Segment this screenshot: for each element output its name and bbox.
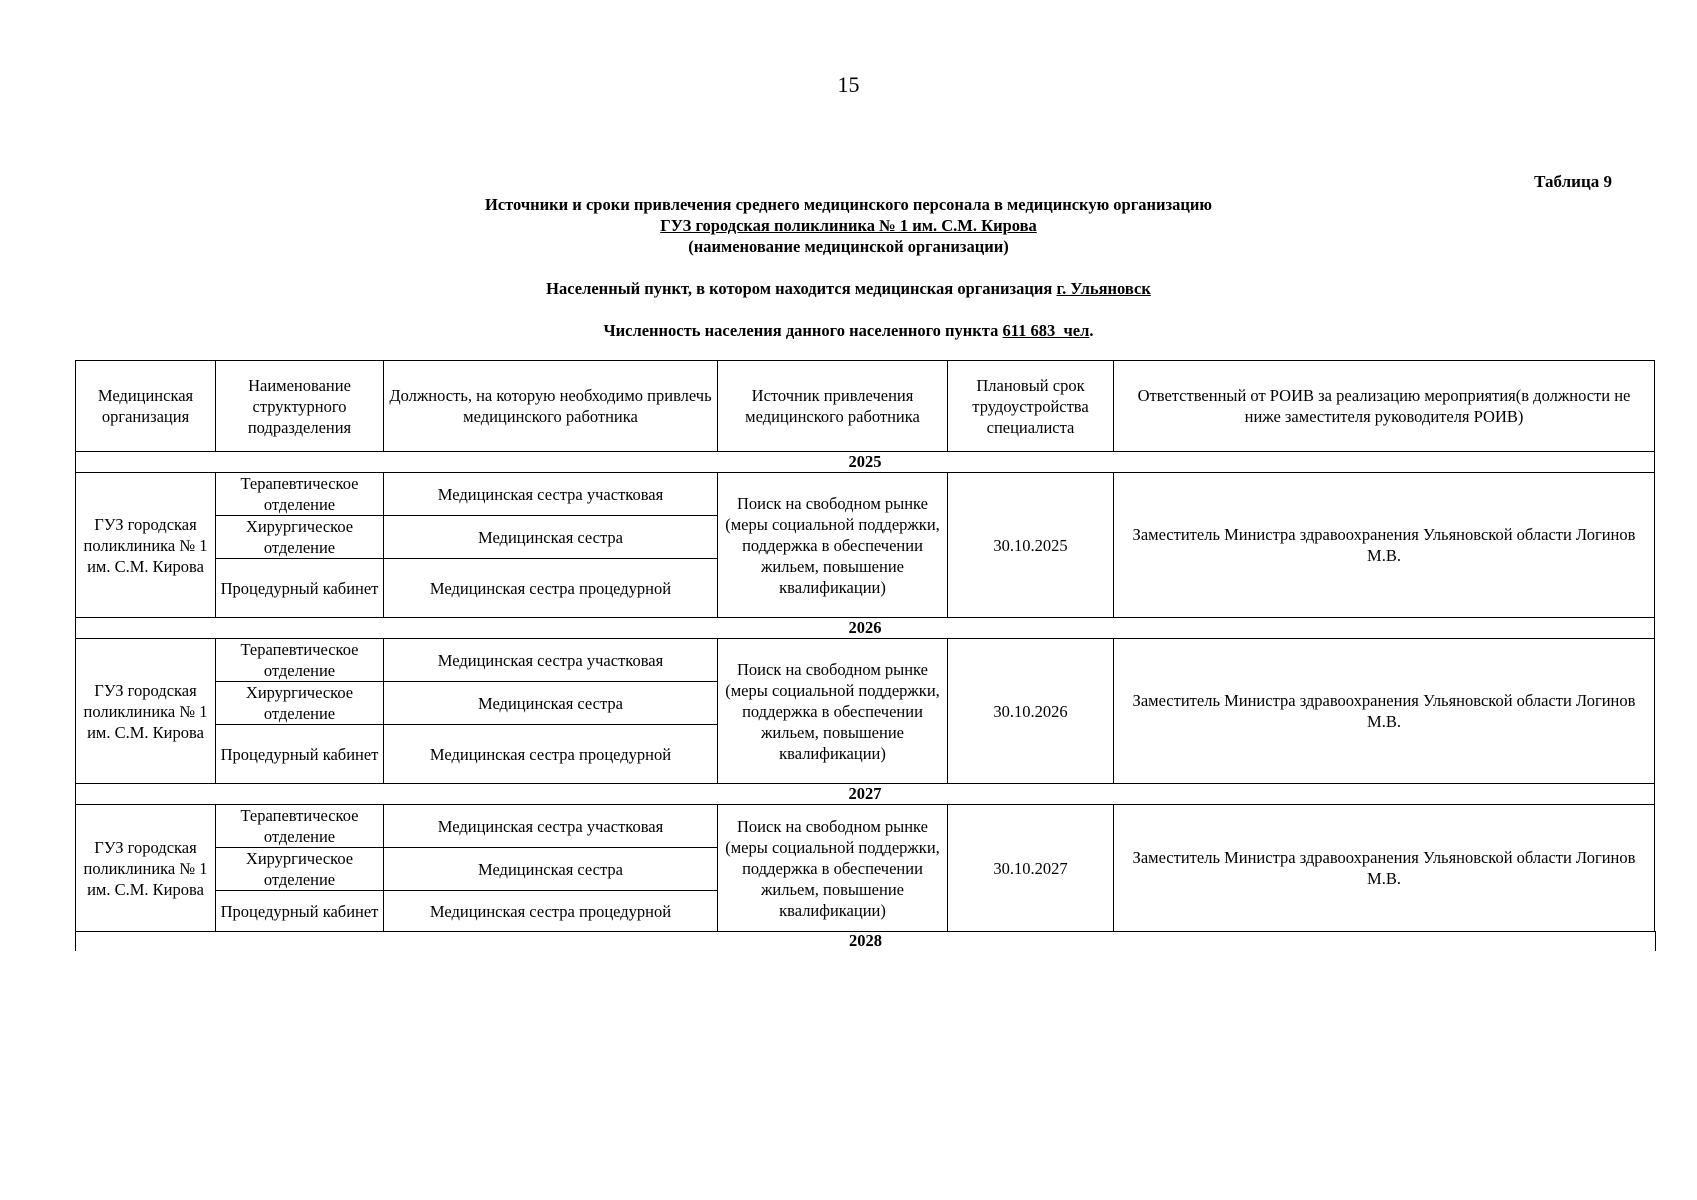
position-cell: Медицинская сестра процедурной xyxy=(384,559,718,618)
department-cell: Терапевтическое отделение xyxy=(216,639,384,682)
department-cell: Процедурный кабинет xyxy=(216,725,384,784)
org-cell: ГУЗ городская поликлиника № 1 им. С.М. Кирова xyxy=(76,805,216,932)
col-header-responsible: Ответственный от РОИВ за реализацию мероприятия(в должности не ниже заместителя руководителя РОИВ) xyxy=(1114,361,1655,452)
col-header-position: Должность, на которую необходимо привлечь медицинского работника xyxy=(384,361,718,452)
responsible-cell: Заместитель Министра здравоохранения Ульяновской области Логинов М.В. xyxy=(1114,639,1655,784)
department-cell: Процедурный кабинет xyxy=(216,559,384,618)
position-cell: Медицинская сестра участковая xyxy=(384,473,718,516)
source-cell: Поиск на свободном рынке (меры социальной поддержки, поддержка в обеспечении жильем, повышение квалификации) xyxy=(718,805,948,932)
department-cell: Хирургическое отделение xyxy=(216,516,384,559)
position-cell: Медицинская сестра процедурной xyxy=(384,891,718,932)
source-cell: Поиск на свободном рынке (меры социальной поддержки, поддержка в обеспечении жильем, повышение квалификации) xyxy=(718,639,948,784)
col-header-department: Наименование структурного подразделения xyxy=(216,361,384,452)
table-row xyxy=(76,473,1655,516)
position-cell: Медицинская сестра xyxy=(384,682,718,725)
position-cell: Медицинская сестра процедурной xyxy=(384,725,718,784)
department-cell: Терапевтическое отделение xyxy=(216,473,384,516)
position-cell: Медицинская сестра участковая xyxy=(384,805,718,848)
date-cell: 30.10.2027 xyxy=(948,805,1114,932)
position-cell: Медицинская сестра участковая xyxy=(384,639,718,682)
position-cell: Медицинская сестра xyxy=(384,848,718,891)
department-cell: Процедурный кабинет xyxy=(216,891,384,932)
department-cell: Хирургическое отделение xyxy=(216,848,384,891)
date-cell: 30.10.2025 xyxy=(948,473,1114,618)
col-header-org: Медицинская организация xyxy=(76,361,216,452)
population-line xyxy=(0,320,1697,341)
department-cell: Хирургическое отделение xyxy=(216,682,384,725)
table-row xyxy=(76,639,1655,682)
locality-line xyxy=(0,278,1697,299)
year-row: 2025 xyxy=(76,452,1655,473)
title-line: Источники и сроки привлечения среднего медицинского персонала в медицинскую организацию xyxy=(484,195,1212,214)
next-year-row: 2028 xyxy=(75,931,1656,951)
population-prefix: Численность населения данного населенного пункта xyxy=(603,321,999,340)
org-caption: (наименование медицинской организации) xyxy=(688,237,1009,256)
responsible-cell: Заместитель Министра здравоохранения Ульяновской области Логинов М.В. xyxy=(1114,473,1655,618)
org-cell: ГУЗ городская поликлиника № 1 им. С.М. Кирова xyxy=(76,473,216,618)
source-cell: Поиск на свободном рынке (меры социальной поддержки, поддержка в обеспечении жильем, повышение квалификации) xyxy=(718,473,948,618)
page-number: 15 xyxy=(837,72,860,97)
department-cell: Терапевтическое отделение xyxy=(216,805,384,848)
position-cell: Медицинская сестра xyxy=(384,516,718,559)
year-row: 2027 xyxy=(76,784,1655,805)
year-row: 2026 xyxy=(76,618,1655,639)
locality-prefix: Населенный пункт, в котором находится медицинская организация xyxy=(546,279,1053,298)
org-cell: ГУЗ городская поликлиника № 1 им. С.М. Кирова xyxy=(76,639,216,784)
col-header-date: Плановый срок трудоустройства специалиста xyxy=(948,361,1114,452)
col-header-source: Источник привлечения медицинского работника xyxy=(718,361,948,452)
population-suffix: . xyxy=(1089,321,1094,340)
responsible-cell: Заместитель Министра здравоохранения Ульяновской области Логинов М.В. xyxy=(1114,805,1655,932)
table-row xyxy=(76,805,1655,848)
org-name-heading: ГУЗ городская поликлиника № 1 им. С.М. Кирова xyxy=(660,216,1037,235)
locality-value: г. Ульяновск xyxy=(1056,279,1151,298)
population-value: 611 683 чел xyxy=(1002,321,1090,340)
date-cell: 30.10.2026 xyxy=(948,639,1114,784)
staffing-table xyxy=(75,360,1655,932)
table-label: Таблица 9 xyxy=(1534,172,1612,191)
header-row xyxy=(76,361,1655,452)
